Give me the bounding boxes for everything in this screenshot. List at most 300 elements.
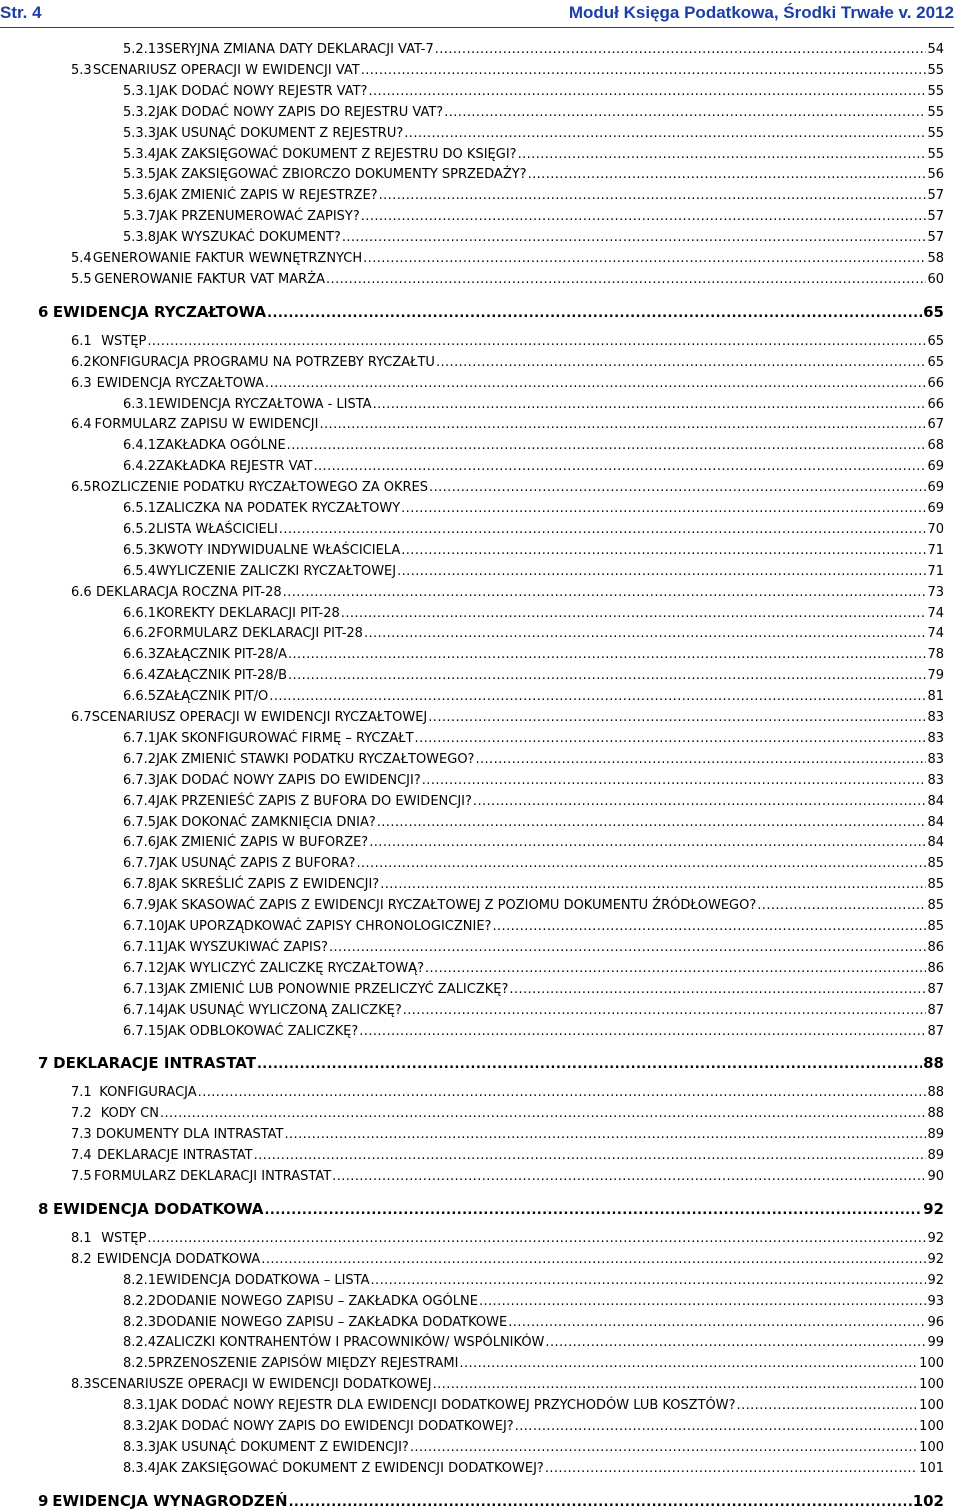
toc-entry-number: 6.5: [71, 480, 92, 496]
toc-entry-title: JAK DODAĆ NOWY ZAPIS DO REJESTRU VAT?: [156, 104, 444, 120]
toc-entry[interactable]: [71, 1105, 944, 1123]
toc-entry[interactable]: [123, 834, 944, 852]
toc-entry[interactable]: [123, 83, 944, 101]
toc-entry[interactable]: [123, 41, 944, 59]
toc-entry-number: 7.2: [71, 1106, 92, 1122]
toc-entry[interactable]: [123, 208, 944, 226]
toc-entry-page: 87: [927, 981, 944, 997]
toc-entry[interactable]: [123, 1460, 944, 1478]
toc-chapter-entry[interactable]: [38, 303, 944, 323]
toc-entry-page: 96: [927, 1314, 944, 1330]
toc-entry-title: DODANIE NOWEGO ZAPISU – ZAKŁADKA OGÓLNE: [156, 1293, 478, 1309]
toc-entry-number: 6.7.14: [123, 1002, 165, 1018]
toc-entry[interactable]: [123, 1314, 944, 1332]
toc-dot-leader: [397, 563, 926, 581]
toc-entry-page: 92: [927, 1251, 944, 1267]
toc-dot-leader: [473, 793, 927, 811]
toc-entry[interactable]: [123, 730, 944, 748]
toc-entry-page: 65: [927, 333, 944, 349]
toc-dot-leader: [265, 1202, 923, 1220]
toc-dot-leader: [401, 500, 926, 518]
toc-entry-page: 65: [927, 354, 944, 370]
toc-entry-number: 5.4: [71, 251, 92, 266]
toc-dot-leader: [422, 772, 927, 790]
toc-entry[interactable]: [71, 1147, 944, 1165]
toc-entry-number: 6.4: [71, 417, 92, 433]
toc-entry-page: 57: [927, 188, 944, 204]
toc-chapter-entry[interactable]: [38, 1492, 944, 1512]
toc-entry-page: 70: [927, 521, 944, 537]
toc-entry-page: 55: [927, 125, 944, 141]
toc-entry-page: 92: [927, 1272, 944, 1288]
toc-entry-number: 6.6: [71, 584, 92, 600]
toc-entry-page: 86: [927, 939, 944, 955]
toc-entry[interactable]: [71, 375, 944, 393]
toc-entry-page: 83: [927, 730, 944, 746]
toc-entry[interactable]: [123, 104, 944, 122]
toc-entry[interactable]: [123, 500, 944, 518]
toc-entry[interactable]: [71, 1084, 944, 1102]
toc-dot-leader: [329, 939, 926, 957]
toc-entry[interactable]: [123, 146, 944, 164]
toc-entry-page: 78: [927, 647, 944, 663]
toc-entry[interactable]: [71, 333, 944, 351]
toc-entry-title: ZAŁĄCZNIK PIT-28/A: [156, 647, 287, 663]
toc-entry-number: 7.1: [71, 1085, 92, 1101]
toc-entry-number: 8.2.1: [123, 1272, 157, 1288]
toc-entry-number: 6.7.5: [123, 814, 157, 830]
toc-entry-number: 6.5.1: [123, 501, 157, 516]
toc-entry-title: KODY CN: [100, 1106, 159, 1122]
toc-entry-number: 8.3.2: [123, 1419, 157, 1434]
toc-entry-number: 6.7: [71, 710, 92, 725]
toc-entry-number: 6.7.2: [123, 751, 157, 767]
toc-entry-title: SCENARIUSZE OPERACJI W EWIDENCJI DODATKOWEJ: [91, 1377, 432, 1393]
toc-entry-title: JAK SKASOWAĆ ZAPIS Z EWIDENCJI RYCZAŁTOWEJ Z POZIOMU DOKUMENTU ŹRÓDŁOWEGO?: [156, 898, 757, 914]
toc-entry-number: 6.7.13: [123, 981, 165, 997]
toc-dot-leader: [410, 1439, 918, 1457]
toc-entry-title: JAK ZMIENIĆ ZAPIS W BUFORZE?: [156, 835, 369, 851]
toc-entry-page: 88: [927, 1085, 944, 1101]
toc-dot-leader: [198, 1084, 927, 1102]
toc-entry[interactable]: [123, 1023, 944, 1041]
toc-dot-leader: [528, 166, 927, 184]
toc-entry-number: 6.2: [71, 354, 92, 370]
toc-dot-leader: [342, 229, 927, 247]
toc-entry-number: 6.7.6: [123, 835, 157, 851]
toc-entry[interactable]: [123, 229, 944, 247]
toc-entry[interactable]: [123, 960, 944, 978]
toc-entry-page: 88: [923, 1054, 944, 1073]
toc-entry-title: JAK USUNĄĆ DOKUMENT Z EWIDENCJI?: [156, 1439, 409, 1455]
toc-entry-title: JAK ZAKSIĘGOWAĆ ZBIORCZO DOKUMENTY SPRZEDAŻY?: [156, 167, 527, 183]
toc-entry-title: EWIDENCJA DODATKOWA – LISTA: [156, 1272, 370, 1288]
toc-entry-page: 55: [927, 62, 944, 78]
toc-entry-number: 6.7.8: [123, 877, 157, 893]
toc-entry[interactable]: [71, 271, 944, 289]
toc-dot-leader: [147, 1230, 926, 1248]
toc-entry[interactable]: [123, 625, 944, 643]
toc-dot-leader: [428, 709, 926, 727]
toc-entry[interactable]: [71, 1251, 944, 1269]
toc-dot-leader: [545, 1334, 926, 1352]
toc-entry[interactable]: [123, 897, 944, 915]
toc-entry-number: 6.6.2: [123, 626, 157, 642]
toc-entry-title: JAK ZMIENIĆ LUB PONOWNIE PRZELICZYĆ ZALICZKĘ?: [164, 981, 509, 997]
toc-entry[interactable]: [123, 166, 944, 184]
toc-entry[interactable]: [123, 646, 944, 664]
toc-dot-leader: [257, 1056, 922, 1074]
toc-entry-page: 83: [927, 772, 944, 788]
toc-entry-number: 5.3.6: [123, 188, 157, 204]
toc-entry-page: 87: [927, 1002, 944, 1018]
toc-entry-title: DEKLARACJE INTRASTAT: [97, 1148, 253, 1164]
toc-entry-number: 6.7.12: [123, 960, 165, 976]
toc-dot-leader: [361, 62, 927, 80]
toc-dot-leader: [288, 646, 926, 664]
toc-entry-number: 8.3.4: [123, 1460, 157, 1476]
toc-entry[interactable]: [123, 814, 944, 832]
toc-entry-number: 6.7.10: [123, 919, 165, 934]
toc-entry-page: 56: [927, 167, 944, 183]
toc-entry-number: 6.5.3: [123, 542, 157, 558]
toc-dot-leader: [425, 960, 926, 978]
toc-entry-title: GENEROWANIE FAKTUR WEWNĘTRZNYCH: [92, 251, 363, 266]
toc-entry-number: 5.5: [71, 271, 92, 287]
toc-dot-leader: [254, 1147, 927, 1165]
toc-entry-title: JAK WYLICZYĆ ZALICZKĘ RYCZAŁTOWĄ?: [164, 960, 424, 976]
toc-dot-leader: [518, 146, 927, 164]
toc-entry-number: 6.3.1: [123, 396, 157, 412]
toc-entry[interactable]: [71, 709, 944, 727]
toc-entry[interactable]: [123, 1293, 944, 1311]
toc-entry-page: 71: [927, 563, 944, 579]
toc-entry-number: 8.3.3: [123, 1439, 157, 1455]
toc-dot-leader: [289, 1494, 912, 1512]
toc-entry[interactable]: [123, 1418, 944, 1436]
toc-entry-number: 6.6.1: [123, 605, 157, 621]
toc-entry-page: 60: [927, 271, 944, 287]
toc-entry-number: 9: [38, 1491, 49, 1510]
toc-entry[interactable]: [123, 521, 944, 539]
toc-entry-title: FORMULARZ DEKLARACJI PIT-28: [156, 626, 363, 642]
toc-entry-title: ZAŁĄCZNIK PIT/O: [156, 689, 269, 705]
toc-entry-page: 69: [927, 501, 944, 516]
toc-entry[interactable]: [123, 688, 944, 706]
toc-entry[interactable]: [71, 354, 944, 372]
toc-entry-number: 6.6.5: [123, 689, 157, 705]
toc-dot-leader: [369, 834, 926, 852]
toc-entry[interactable]: [71, 1126, 944, 1144]
toc-entry-page: 100: [919, 1377, 944, 1393]
toc-dot-leader: [404, 125, 926, 143]
toc-dot-leader: [359, 1023, 926, 1041]
toc-entry-page: 54: [927, 42, 944, 57]
toc-dot-leader: [269, 688, 926, 706]
toc-entry-title: JAK DOKONAĆ ZAMKNIĘCIA DNIA?: [156, 814, 376, 830]
toc-entry-number: 6: [38, 302, 49, 321]
toc-entry-number: 6.4.1: [123, 438, 157, 454]
toc-entry[interactable]: [123, 1355, 944, 1373]
toc-entry[interactable]: [123, 751, 944, 769]
toc-dot-leader: [403, 1002, 927, 1020]
toc-dot-leader: [284, 1126, 926, 1144]
toc-entry-number: 6.7.4: [123, 793, 157, 809]
toc-entry[interactable]: [123, 605, 944, 623]
toc-entry-page: 99: [927, 1335, 944, 1351]
toc-entry-number: 6.6.3: [123, 647, 157, 663]
toc-entry-number: 6.6.4: [123, 668, 157, 684]
toc-entry-title: JAK ODBLOKOWAĆ ZALICZKĘ?: [164, 1023, 359, 1039]
toc-entry-title: JAK DODAĆ NOWY REJESTR DLA EWIDENCJI DODATKOWEJ PRZYCHODÓW LUB KOSZTÓW?: [156, 1398, 736, 1414]
toc-entry-page: 68: [927, 438, 944, 454]
toc-entry-page: 73: [927, 584, 944, 600]
toc-entry-number: 5.3.8: [123, 230, 157, 246]
toc-entry-page: 55: [927, 146, 944, 162]
toc-entry-number: 5.3.4: [123, 146, 157, 162]
toc-entry-page: 57: [927, 230, 944, 246]
toc-dot-leader: [444, 104, 926, 122]
toc-entry-title: JAK PRZENIEŚĆ ZAPIS Z BUFORA DO EWIDENCJI?: [156, 793, 472, 809]
toc-entry-title: JAK UPORZĄDKOWAĆ ZAPISY CHRONOLOGICZNIE?: [164, 919, 492, 934]
toc-entry-page: 100: [919, 1356, 944, 1372]
toc-entry-page: 55: [927, 104, 944, 120]
toc-entry-title: JAK SKONFIGUROWAĆ FIRMĘ – RYCZAŁT: [156, 730, 414, 746]
toc-entry-title: ZAKŁADKA OGÓLNE: [156, 438, 286, 454]
toc-dot-leader: [435, 41, 927, 59]
toc-entry-title: WYLICZENIE ZALICZKI RYCZAŁTOWEJ: [156, 563, 397, 579]
toc-entry-number: 6.7.15: [123, 1023, 165, 1039]
toc-dot-leader: [429, 479, 926, 497]
toc-dot-leader: [147, 333, 926, 351]
toc-entry-title: JAK DODAĆ NOWY REJESTR VAT?: [156, 83, 368, 99]
toc-entry-number: 8.2.5: [123, 1356, 157, 1372]
toc-entry[interactable]: [123, 876, 944, 894]
toc-dot-leader: [757, 897, 926, 915]
toc-entry-page: 101: [919, 1460, 944, 1476]
toc-dot-leader: [267, 305, 922, 323]
toc-entry[interactable]: [123, 918, 944, 936]
toc-entry-title: SCENARIUSZ OPERACJI W EWIDENCJI VAT: [92, 62, 360, 78]
toc-entry-title: EWIDENCJA RYCZAŁTOWA: [96, 375, 265, 391]
toc-entry-number: 5.3.1: [123, 83, 157, 99]
toc-entry-title: DOKUMENTY DLA INTRASTAT: [95, 1127, 284, 1143]
toc-dot-leader: [479, 1293, 927, 1311]
toc-entry-title: ZALICZKA NA PODATEK RYCZAŁTOWY: [156, 501, 401, 516]
toc-entry-title: EWIDENCJA DODATKOWA: [96, 1251, 261, 1267]
toc-entry[interactable]: [71, 1376, 944, 1394]
toc-entry-title: KWOTY INDYWIDUALNE WŁAŚCICIELA: [156, 542, 401, 558]
toc-entry[interactable]: [123, 772, 944, 790]
toc-dot-leader: [341, 605, 927, 623]
toc-entry-number: 5.3.3: [123, 125, 157, 141]
toc-entry-title: WSTĘP: [101, 1230, 147, 1246]
toc-entry-title: JAK ZMIENIĆ ZAPIS W REJESTRZE?: [156, 188, 378, 204]
toc-entry-number: 7.5: [71, 1169, 92, 1184]
toc-entry-page: 102: [912, 1491, 944, 1510]
toc-entry[interactable]: [123, 793, 944, 811]
document-title: Moduł Księga Podatkowa, Środki Trwałe v. 2012: [568, 3, 954, 22]
toc-entry-page: 87: [927, 1023, 944, 1039]
toc-entry-number: 6.4.2: [123, 459, 157, 475]
toc-entry[interactable]: [123, 1397, 944, 1415]
toc-entry-number: 8.3.1: [123, 1398, 157, 1414]
toc-entry[interactable]: [123, 667, 944, 685]
toc-entry-title: PRZENOSZENIE ZAPISÓW MIĘDZY REJESTRAMI: [156, 1356, 459, 1372]
toc-dot-leader: [363, 250, 926, 268]
toc-entry-title: FORMULARZ ZAPISU W EWIDENCJI: [94, 417, 319, 433]
toc-entry-title: ZAŁĄCZNIK PIT-28/B: [156, 668, 287, 684]
toc-dot-leader: [265, 375, 926, 393]
toc-entry-title: JAK USUNĄĆ DOKUMENT Z REJESTRU?: [156, 125, 404, 141]
toc-entry-title: DEKLARACJA ROCZNA PIT-28: [95, 584, 282, 600]
toc-entry[interactable]: [123, 125, 944, 143]
toc-entry[interactable]: [71, 250, 944, 268]
toc-entry[interactable]: [123, 855, 944, 873]
toc-entry-page: 81: [927, 689, 944, 705]
toc-entry-page: 89: [927, 1127, 944, 1143]
toc-entry-number: 8.3: [71, 1377, 92, 1393]
toc-entry-title: DODANIE NOWEGO ZAPISU – ZAKŁADKA DODATKOWE: [156, 1314, 508, 1330]
toc-entry-page: 100: [919, 1419, 944, 1434]
toc-entry-page: 92: [923, 1199, 944, 1218]
toc-dot-leader: [261, 1251, 926, 1269]
toc-entry-title: JAK PRZENUMEROWAĆ ZAPISY?: [156, 209, 360, 225]
toc-entry[interactable]: [71, 416, 944, 434]
toc-entry-page: 85: [927, 919, 944, 934]
toc-entry-number: 8.2.3: [123, 1314, 157, 1330]
toc-dot-leader: [492, 918, 926, 936]
toc-dot-leader: [361, 208, 927, 226]
toc-entry[interactable]: [123, 1334, 944, 1352]
toc-entry-number: 6.7.9: [123, 898, 157, 914]
toc-entry-title: EWIDENCJA RYCZAŁTOWA - LISTA: [156, 396, 372, 412]
toc-entry-number: 6.1: [71, 333, 92, 349]
toc-entry-title: JAK USUNĄĆ WYLICZONĄ ZALICZKĘ?: [164, 1002, 402, 1018]
toc-dot-leader: [364, 625, 927, 643]
toc-entry[interactable]: [123, 981, 944, 999]
toc-entry[interactable]: [71, 584, 944, 602]
header-divider: [0, 27, 954, 28]
toc-entry-number: 5.3.7: [123, 209, 157, 225]
toc-dot-leader: [373, 396, 927, 414]
toc-entry-number: 5.2.13: [123, 42, 165, 57]
toc-entry-page: 57: [927, 209, 944, 225]
toc-entry-title: FORMULARZ DEKLARACJI INTRASTAT: [94, 1169, 332, 1184]
toc-entry[interactable]: [71, 1230, 944, 1248]
toc-entry-page: 71: [927, 542, 944, 558]
toc-entry[interactable]: [71, 479, 944, 497]
toc-entry-page: 100: [919, 1398, 944, 1414]
toc-entry[interactable]: [123, 458, 944, 476]
toc-dot-leader: [288, 667, 926, 685]
toc-dot-leader: [545, 1460, 918, 1478]
toc-entry-page: 55: [927, 83, 944, 99]
toc-entry-page: 74: [927, 605, 944, 621]
toc-dot-leader: [737, 1397, 919, 1415]
toc-entry-number: 6.5.2: [123, 521, 157, 537]
toc-entry-title: EWIDENCJA DODATKOWA: [52, 1199, 264, 1218]
toc-entry-page: 79: [927, 668, 944, 684]
toc-entry[interactable]: [123, 437, 944, 455]
toc-entry-title: ZAKŁADKA REJESTR VAT: [156, 459, 313, 475]
toc-dot-leader: [319, 416, 926, 434]
page-header: [0, 0, 960, 34]
toc-dot-leader: [368, 83, 926, 101]
toc-entry[interactable]: [123, 1439, 944, 1457]
toc-entry-title: WSTĘP: [101, 333, 147, 349]
toc-entry-page: 66: [927, 375, 944, 391]
toc-entry[interactable]: [123, 939, 944, 957]
toc-entry-title: DEKLARACJE INTRASTAT: [53, 1054, 256, 1073]
toc-entry[interactable]: [123, 1002, 944, 1020]
toc-entry-number: 6.3: [71, 375, 92, 391]
toc-entry-title: ZALICZKI KONTRAHENTÓW I PRACOWNIKÓW/ WSPÓLNIKÓW: [156, 1335, 545, 1351]
toc-entry[interactable]: [71, 62, 944, 80]
toc-entry-page: 89: [927, 1148, 944, 1164]
toc-entry-title: SCENARIUSZ OPERACJI W EWIDENCJI RYCZAŁTOWEJ: [91, 710, 428, 725]
toc-entry-title: EWIDENCJA RYCZAŁTOWA: [52, 302, 267, 321]
toc-entry[interactable]: [123, 187, 944, 205]
toc-entry[interactable]: [123, 396, 944, 414]
toc-dot-leader: [380, 876, 926, 894]
toc-entry[interactable]: [71, 1168, 944, 1186]
toc-entry-title: JAK ZMIENIĆ STAWKI PODATKU RYCZAŁTOWEGO?: [156, 751, 475, 767]
toc-entry[interactable]: [123, 542, 944, 560]
toc-entry-page: 84: [927, 793, 944, 809]
toc-entry-page: 83: [927, 710, 944, 725]
toc-entry-title: JAK DODAĆ NOWY ZAPIS DO EWIDENCJI?: [156, 772, 421, 788]
toc-entry[interactable]: [123, 563, 944, 581]
toc-dot-leader: [279, 521, 927, 539]
toc-dot-leader: [415, 730, 927, 748]
toc-entry-title: JAK DODAĆ NOWY ZAPIS DO EWIDENCJI DODATKOWEJ?: [156, 1419, 514, 1434]
toc-entry[interactable]: [123, 1272, 944, 1290]
toc-entry-page: 69: [927, 480, 944, 496]
toc-entry-page: 67: [927, 417, 944, 433]
toc-dot-leader: [377, 814, 927, 832]
toc-dot-leader: [508, 1314, 926, 1332]
toc-entry-number: 8.2.4: [123, 1335, 157, 1351]
toc-entry-page: 83: [927, 751, 944, 767]
toc-entry-title: JAK ZAKSIĘGOWAĆ DOKUMENT Z EWIDENCJI DODATKOWEJ?: [156, 1460, 544, 1476]
toc-dot-leader: [160, 1105, 927, 1123]
toc-entry-number: 8.2.2: [123, 1293, 157, 1309]
toc-entry-page: 100: [919, 1439, 944, 1455]
toc-chapter-entry[interactable]: [38, 1054, 944, 1074]
toc-dot-leader: [459, 1355, 918, 1373]
toc-entry-page: 58: [927, 251, 944, 266]
toc-entry-number: 6.7.3: [123, 772, 157, 788]
toc-entry-number: 7.4: [71, 1148, 92, 1164]
page-number-label: Str. 4: [0, 3, 42, 22]
toc-entry-page: 84: [927, 814, 944, 830]
toc-entry-number: 8: [38, 1199, 49, 1218]
toc-entry-page: 85: [927, 877, 944, 893]
toc-dot-leader: [332, 1168, 926, 1186]
toc-entry-page: 84: [927, 835, 944, 851]
toc-entry-title: JAK ZAKSIĘGOWAĆ DOKUMENT Z REJESTRU DO KSIĘGI?: [156, 146, 517, 162]
toc-entry-page: 88: [927, 1106, 944, 1122]
toc-entry-number: 6.7.7: [123, 856, 157, 872]
toc-entry-page: 86: [927, 960, 944, 976]
toc-entry-title: SERYJNA ZMIANA DATY DEKLARACJI VAT-7: [164, 42, 434, 57]
toc-entry-number: 7.3: [71, 1127, 92, 1143]
toc-chapter-entry[interactable]: [38, 1200, 944, 1220]
toc-entry-title: JAK WYSZUKIWAĆ ZAPIS?: [164, 939, 328, 955]
toc-entry-page: 92: [927, 1230, 944, 1246]
toc-dot-leader: [379, 187, 927, 205]
